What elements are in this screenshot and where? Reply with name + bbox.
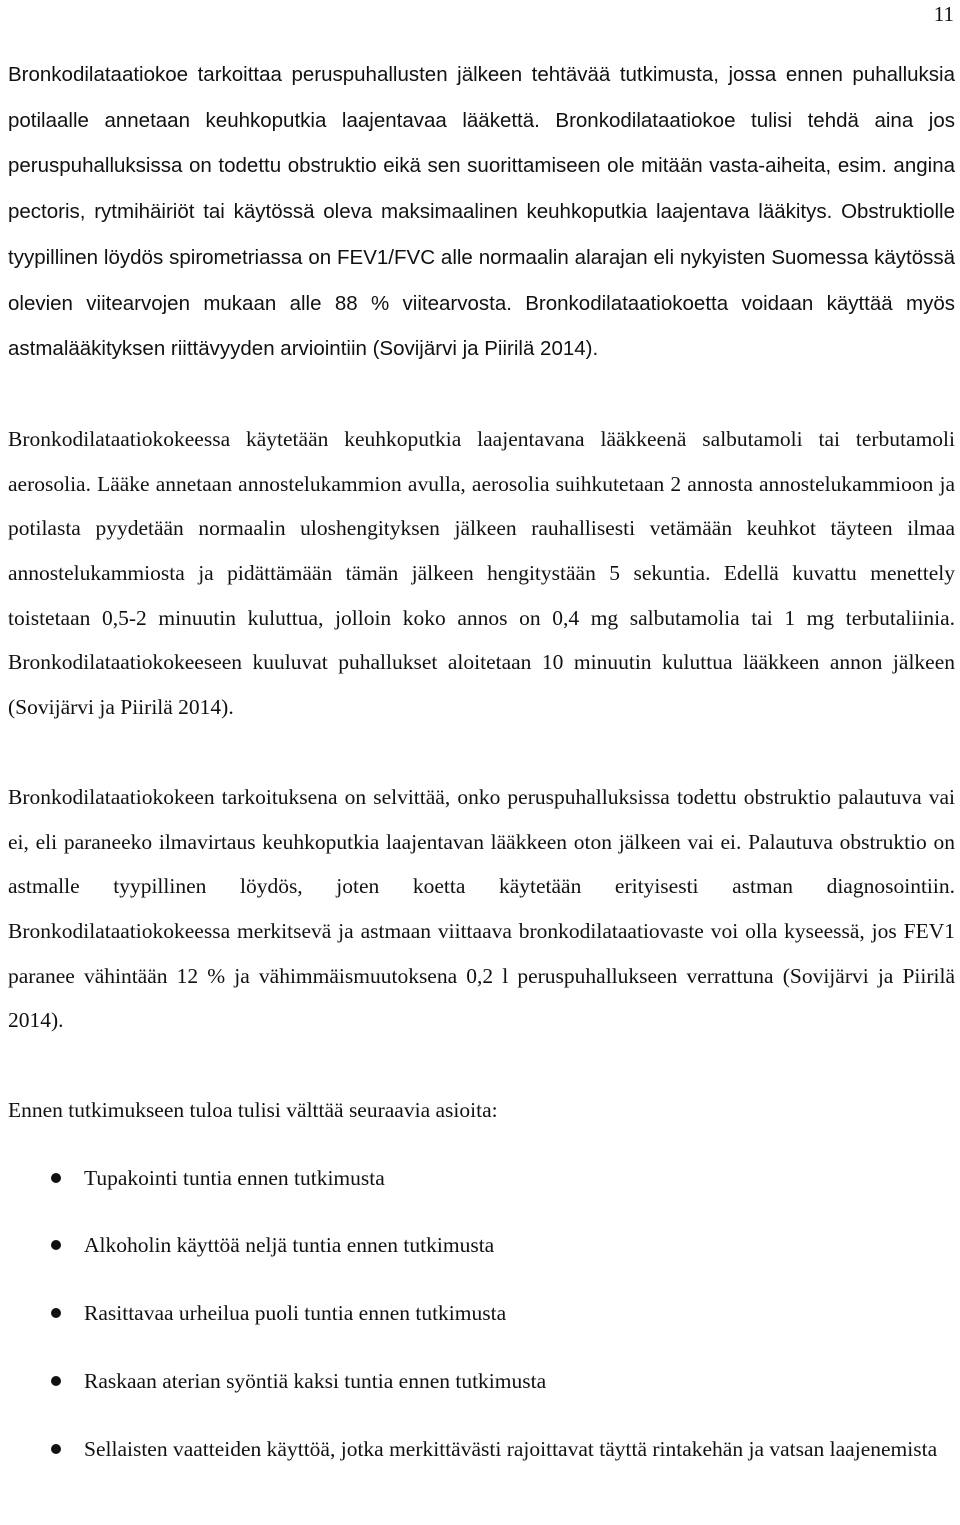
list-item-text: Sellaisten vaatteiden käyttöä, jotka merkittävästi rajoittavat täyttä rintakehän ja vatsan laajenemista [84,1436,938,1461]
list-item-text: Raskaan aterian syöntiä kaksi tuntia ennen tutkimusta [84,1368,547,1393]
text-span: Obstruktiolle tyypillinen löydös spirometriassa on FEV1/FVC alle normaalin alarajan eli nykyisten Suomessa käytössä olevien viitearvojen mukaan alle 88 % viitearvosta. [8,200,955,315]
text-span: Bronkodilataatiokokeen tarkoituksena on selvittää, onko peruspuhalluksissa todettu obstruktio palautuva vai ei, eli paraneeko ilmavirtaus keuhkoputkia laajentavan lääkkeen oton jälkeen vai ei. Palautuva obstruktio on astmalle tyypillinen löydös, joten koetta käytetään erityisesti astman diagnosointiin. Bronkodilataatiokokeessa merkitsevä ja astmaan viittaava bronkodilataatiovaste voi olla kyseessä, jos FEV1 paranee vähintään 12 % ja vähimmäismuutoksena 0,2 l peruspuhallukseen verrattuna (Sovijärvi ja Piirilä 2014). [8,784,955,1033]
preparation-list [8,1156,955,1472]
paragraph-test-purpose [8,775,955,1043]
list-item [8,1291,955,1336]
paragraph-test-procedure [8,417,955,730]
list-item-text: Tupakointi tuntia ennen tutkimusta [84,1165,385,1190]
text-span: Bronkodilataatiokokeessa käytetään keuhkoputkia laajentavana lääkkeenä salbutamoli tai terbutamoli aerosolia. Lääke annetaan annostelukammion avulla, aerosolia suihkutetaan 2 annosta annostelukammioon ja potilasta pyydetään normaalin uloshengityksen jälkeen rauhallisesti vetämään keuhkot täyteen ilmaa annostelukammiosta ja pidättämään tämän jälkeen hengitystään 5 sekuntia. Edellä kuvattu menettely toistetaan 0,5-2 minuutin kuluttua, jolloin koko annos on 0,4 mg salbutamolia tai 1 mg terbutaliinia. Bronkodilataatiokokeeseen kuuluvat puhallukset aloitetaan 10 minuutin kuluttua lääkkeen annon jälkeen (Sovijärvi ja Piirilä 2014). [8,426,955,720]
list-item [8,1359,955,1404]
document-body [8,52,955,1471]
list-item-text: Alkoholin käyttöä neljä tuntia ennen tutkimusta [84,1233,495,1258]
paragraph-gap [8,373,955,417]
page-number: 11 [933,2,954,26]
bullet-icon [51,1444,61,1454]
text-span: Bronkodilataatiokoe tarkoittaa peruspuhallusten jälkeen tehtävää tutkimusta, jossa ennen puhalluksia potilaalle annetaan keuhkoputkia laajentavaa lääkettä. Bronkodilataatiokoe tulisi tehdä aina jos peruspuhalluksissa on todettu obstruktio eikä sen suorittamiseen ole mitään vasta-aiheita, esim. angina pectoris, rytmihäiriöt tai käytössä oleva maksimaalinen keuhkoputkia laajentava lääkitys. [8,63,955,224]
bullet-icon [51,1308,61,1318]
bullet-icon [51,1240,61,1250]
list-item [8,1223,955,1268]
paragraph-gap [8,1133,955,1156]
list-intro: Ennen tutkimukseen tuloa tulisi välttää seuraavia asioita: [8,1098,498,1123]
list-item-text: Rasittavaa urheilua puoli tuntia ennen tutkimusta [84,1301,507,1326]
paragraph-gap [8,1044,955,1088]
paragraph-bronchodilation-definition [8,52,955,372]
text-span: Bronkodilataatiokoetta voidaan käyttää myös astmalääkityksen riittävyyden arviointiin (Sovijärvi ja Piirilä 2014). [8,291,955,361]
bullet-icon [51,1376,61,1386]
list-item [8,1427,955,1472]
paragraph-gap [8,731,955,775]
bullet-icon [51,1173,61,1183]
list-item [8,1156,955,1201]
